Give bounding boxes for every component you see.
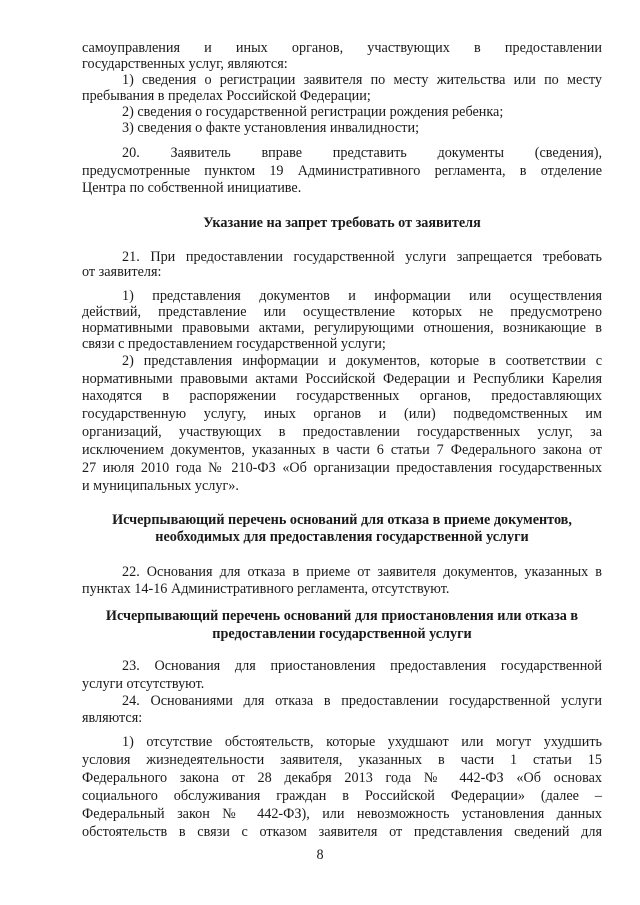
section-heading: предоставлении государственной услуги — [212, 626, 472, 642]
text-line: 1) представления документов и информации или осуществления — [122, 288, 602, 304]
text-line: и муниципальных услуг». — [82, 478, 239, 494]
text-line: являются: — [82, 710, 143, 726]
text-line: Федеральный закон № 442-ФЗ), или невозможность установления данных — [82, 806, 602, 822]
section-heading: Исчерпывающий перечень оснований для отказа в приеме документов, — [112, 512, 572, 528]
text-line: 27 июля 2010 года № 210-ФЗ «Об организации предоставления государственных — [82, 460, 602, 476]
text-line: услуги отсутствуют. — [82, 676, 205, 692]
section-heading: необходимых для предоставления государственной услуги — [155, 529, 529, 545]
page-number: 8 — [316, 847, 324, 863]
text-line: 2) представления информации и документов, которые в соответствии с — [122, 353, 602, 369]
text-line: 23. Основания для приостановления предоставления государственной — [122, 658, 602, 674]
section-heading: Исчерпывающий перечень оснований для приостановления или отказа в — [105, 608, 579, 624]
text-line: 1) отсутствие обстоятельств, которые ухудшают или могут ухудшить — [122, 734, 602, 750]
text-line: Центра по собственной инициативе. — [82, 180, 302, 196]
text-line: самоуправления и иных органов, участвующих в предоставлении — [82, 40, 602, 56]
text-line: 3) сведения о факте установления инвалидности; — [122, 120, 420, 136]
text-line: организаций, участвующих в предоставлении государственных услуг, за — [82, 424, 602, 440]
text-line: предусмотренные пунктом 19 Административного регламента, в отделение — [82, 163, 602, 179]
text-line: действий, представление или осуществление которых не предусмотрено — [82, 304, 602, 320]
text-line: нормативными правовыми актами Российской Федерации и Республики Карелия — [82, 371, 602, 387]
text-line: находятся в распоряжении государственных органов, предоставляющих — [82, 388, 602, 404]
text-line: нормативными правовыми актами, регулирующими отношения, возникающие в — [82, 320, 602, 336]
text-line: Федерального закона от 28 декабря 2013 года № 442-ФЗ «Об основах — [82, 770, 602, 786]
text-line: 24. Основаниями для отказа в предоставлении государственной услуги — [122, 693, 602, 709]
text-line: государственных услуг, являются: — [82, 56, 288, 72]
text-line: государственную услугу, иных органов и (или) подведомственных им — [82, 406, 602, 422]
text-line: исключением документов, указанных в части 6 статьи 7 Федерального закона от — [82, 442, 602, 458]
text-line: 20. Заявитель вправе представить документы (сведения), — [122, 145, 602, 161]
text-line: 2) сведения о государственной регистрации рождения ребенка; — [122, 104, 504, 120]
text-line: обстоятельств в связи с отказом заявителя от представления сведений для — [82, 824, 602, 840]
text-line: пунктах 14-16 Административного регламента, отсутствуют. — [82, 581, 450, 597]
text-line: 22. Основания для отказа в приеме от заявителя документов, указанных в — [122, 564, 602, 580]
text-line: от заявителя: — [82, 264, 162, 280]
text-line: условия жизнедеятельности заявителя, указанных в части 1 статьи 15 — [82, 752, 602, 768]
text-line: пребывания в пределах Российской Федерации; — [82, 88, 371, 104]
text-line: 1) сведения о регистрации заявителя по месту жительства или по месту — [122, 72, 602, 88]
text-line: связи с предоставлением государственной услуги; — [82, 336, 386, 352]
text-line: социального обслуживания граждан в Российской Федерации» (далее – — [82, 788, 602, 804]
text-line: 21. При предоставлении государственной услуги запрещается требовать — [122, 249, 602, 265]
section-heading: Указание на запрет требовать от заявителя — [203, 215, 481, 231]
